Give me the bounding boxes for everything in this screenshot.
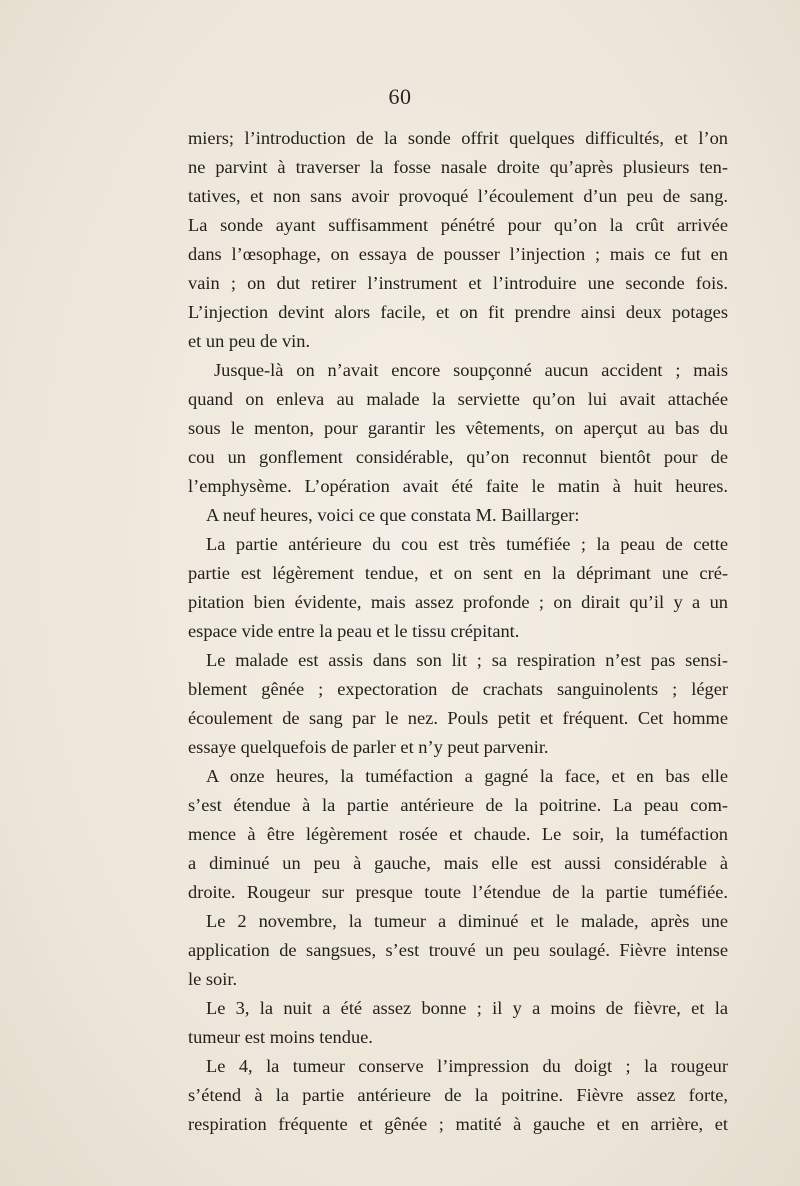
text-line: blement gênée ; expectoration de crachats sanguinolents ; léger bbox=[188, 679, 728, 699]
text-line: espace vide entre la peau et le tissu crépitant. bbox=[188, 621, 520, 641]
text-line: l’emphysème. L’opération avait été faite le matin à huit heures. bbox=[188, 476, 728, 496]
text-line: et un peu de vin. bbox=[188, 331, 311, 351]
text-line: a diminué un peu à gauche, mais elle est aussi considérable à bbox=[188, 853, 728, 873]
paragraph-first-line: A onze heures, la tuméfaction a gagné la face, et en bas elle bbox=[206, 766, 728, 786]
text-line: pitation bien évidente, mais assez profonde ; on dirait qu’il y a un bbox=[188, 592, 728, 612]
paragraph-first-line: A neuf heures, voici ce que constata M. Baillarger: bbox=[206, 505, 580, 525]
text-line: tatives, et non sans avoir provoqué l’écoulement d’un peu de sang. bbox=[188, 186, 728, 206]
text-line: dans l’œsophage, on essaya de pousser l’injection ; mais ce fut en bbox=[188, 244, 728, 264]
text-line: s’étend à la partie antérieure de la poitrine. Fièvre assez forte, bbox=[188, 1085, 728, 1105]
text-line: écoulement de sang par le nez. Pouls petit et fréquent. Cet homme bbox=[188, 708, 728, 728]
body-text bbox=[188, 124, 728, 1139]
text-line: cou un gonflement considérable, qu’on reconnut bientôt pour de bbox=[188, 447, 728, 467]
text-line: vain ; on dut retirer l’instrument et l’introduire une seconde fois. bbox=[188, 273, 728, 293]
paragraph-first-line: Le malade est assis dans son lit ; sa respiration n’est pas sensi- bbox=[206, 650, 728, 670]
text-line: application de sangsues, s’est trouvé un peu soulagé. Fièvre intense bbox=[188, 940, 728, 960]
text-line: sous le menton, pour garantir les vêtements, on aperçut au bas du bbox=[188, 418, 728, 438]
page-number: 60 bbox=[388, 84, 412, 109]
paragraph-first-line: Jusque-là on n’avait encore soupçonné aucun accident ; mais bbox=[214, 360, 728, 380]
text-line: le soir. bbox=[188, 969, 238, 989]
text-line: miers; l’introduction de la sonde offrit quelques difficultés, et l’on bbox=[188, 128, 728, 148]
text-line: La sonde ayant suffisamment pénétré pour qu’on la crût arrivée bbox=[188, 215, 728, 235]
text-line: tumeur est moins tendue. bbox=[188, 1027, 373, 1047]
text-line: droite. Rougeur sur presque toute l’étendue de la partie tuméfiée. bbox=[188, 882, 728, 902]
paragraph-first-line: La partie antérieure du cou est très tuméfiée ; la peau de cette bbox=[206, 534, 728, 554]
text-line: partie est légèrement tendue, et on sent en la déprimant une cré- bbox=[188, 563, 728, 583]
text-line: L’injection devint alors facile, et on fit prendre ainsi deux potages bbox=[188, 302, 728, 322]
text-line: quand on enleva au malade la serviette qu’on lui avait attachée bbox=[188, 389, 728, 409]
paragraph-first-line: Le 3, la nuit a été assez bonne ; il y a moins de fièvre, et la bbox=[206, 998, 728, 1018]
text-line: ne parvint à traverser la fosse nasale droite qu’après plusieurs ten- bbox=[188, 157, 728, 177]
paragraph-first-line: Le 4, la tumeur conserve l’impression du doigt ; la rougeur bbox=[206, 1056, 728, 1076]
text-line: respiration fréquente et gênée ; matité à gauche et en arrière, et bbox=[188, 1114, 728, 1134]
text-line: mence à être légèrement rosée et chaude. Le soir, la tuméfaction bbox=[188, 824, 728, 844]
paragraph-first-line: Le 2 novembre, la tumeur a diminué et le malade, après une bbox=[206, 911, 728, 931]
text-line: s’est étendue à la partie antérieure de la poitrine. La peau com- bbox=[188, 795, 728, 815]
text-line: essaye quelquefois de parler et n’y peut parvenir. bbox=[188, 737, 549, 757]
